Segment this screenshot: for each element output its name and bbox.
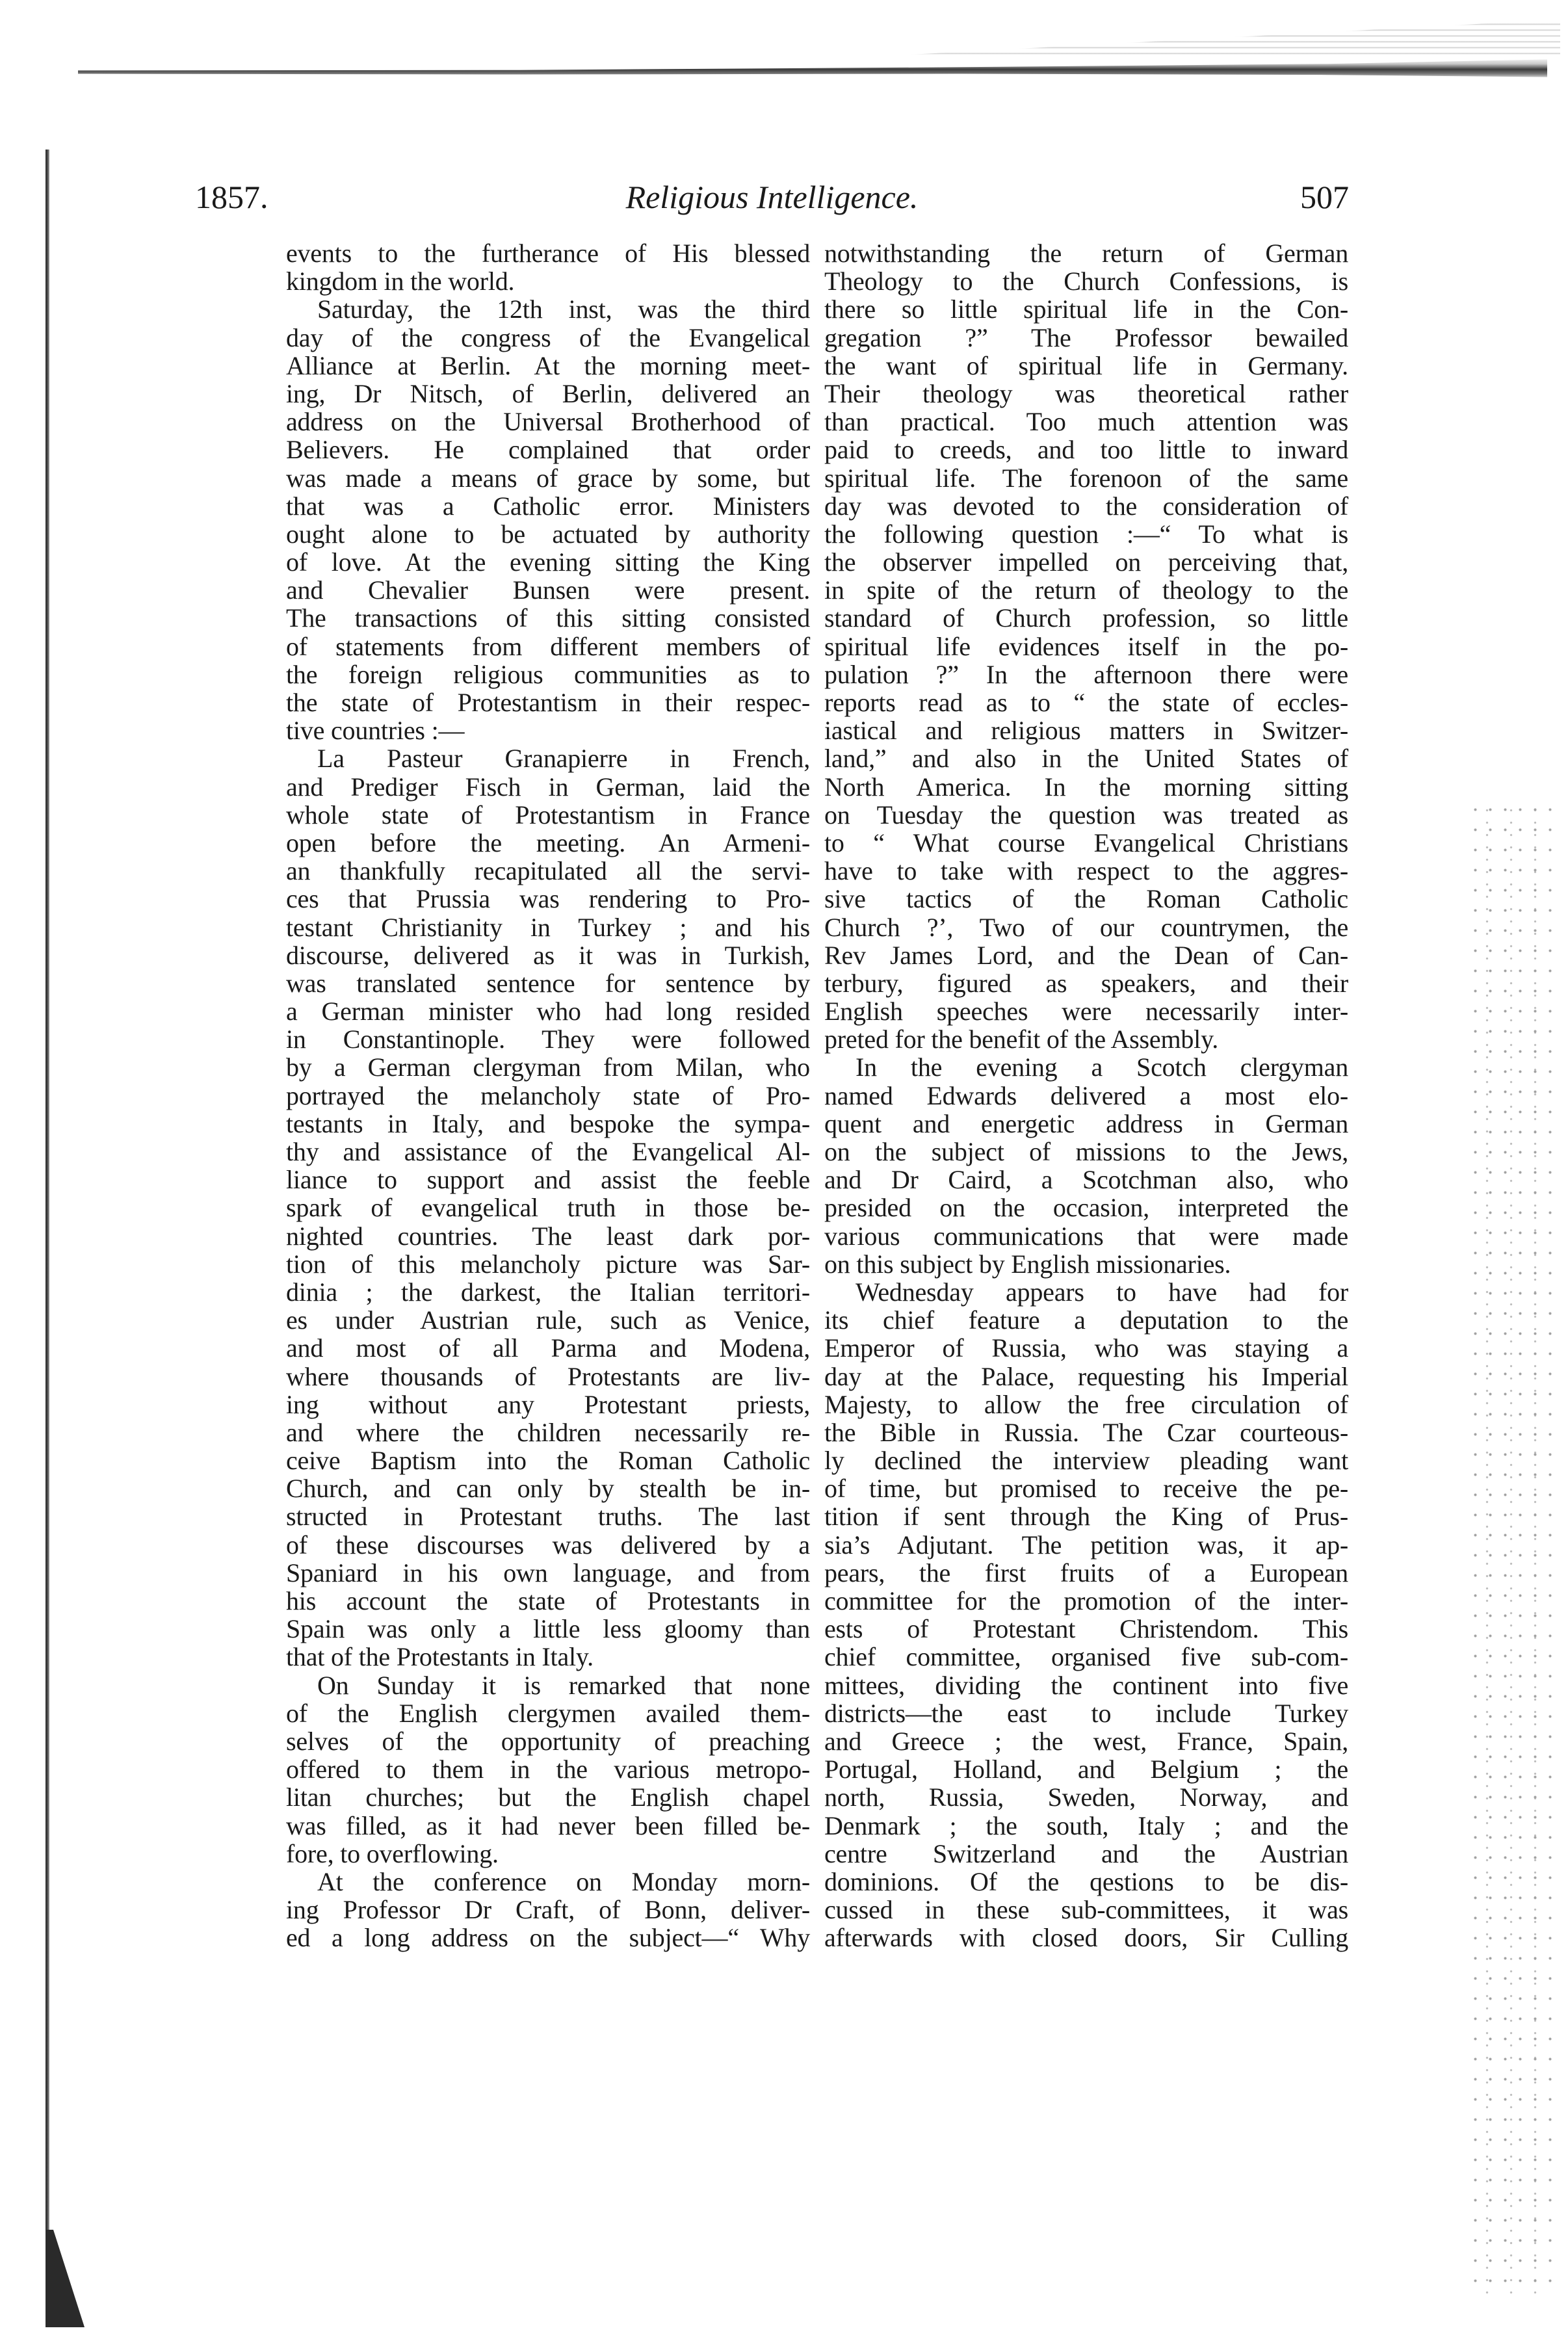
text-line: presided on the occasion, interpreted the xyxy=(824,1193,1348,1223)
text-line: and where the children necessarily re- xyxy=(286,1417,810,1447)
text-line: whole state of Protestantism in France xyxy=(286,800,810,829)
text-line: selves of the opportunity of preaching xyxy=(286,1726,810,1756)
text-line: Spain was only a little less gloomy than xyxy=(286,1614,810,1644)
text-line: in spite of the return of theology to the xyxy=(824,575,1348,605)
text-line: nighted countries. The least dark por- xyxy=(286,1221,810,1251)
text-line: Denmark ; the south, Italy ; and the xyxy=(824,1810,1348,1840)
text-line: spiritual life evidences itself in the po- xyxy=(824,631,1348,661)
text-line: testant Christianity in Turkey ; and his xyxy=(286,912,810,942)
text-line: Their theology was theoretical rather xyxy=(824,378,1348,408)
text-line: spark of evangelical truth in those be- xyxy=(286,1193,810,1223)
text-line: north, Russia, Sweden, Norway, and xyxy=(824,1782,1348,1812)
text-line: sia’s Adjutant. The petition was, it ap- xyxy=(824,1530,1348,1560)
text-line: and Prediger Fisch in German, laid the xyxy=(286,772,810,802)
text-line: in Constantinople. They were followed xyxy=(286,1025,810,1054)
text-line: tive countries :— xyxy=(286,716,465,746)
text-line: Spaniard in his own language, and from xyxy=(286,1558,810,1587)
running-header xyxy=(195,174,1349,220)
text-line: its chief feature a deputation to the xyxy=(824,1305,1348,1335)
text-line: his account the state of Protestants in xyxy=(286,1586,810,1615)
text-line: reports read as to “ the state of eccles- xyxy=(824,688,1348,717)
text-line: standard of Church profession, so little xyxy=(824,603,1348,633)
text-line: Wednesday appears to have had for xyxy=(856,1277,1348,1307)
text-line: mittees, dividing the continent into five xyxy=(824,1670,1348,1700)
text-line: In the evening a Scotch clergyman xyxy=(856,1052,1348,1082)
text-line: ces that Prussia was rendering to Pro- xyxy=(286,884,810,914)
page-number: 507 xyxy=(1300,179,1349,215)
text-line: liance to support and assist the feeble xyxy=(286,1165,810,1195)
text-column-right xyxy=(824,239,1348,1952)
text-line: Saturday, the 12th inst, was the third xyxy=(317,294,810,324)
text-line: notwithstanding the return of German xyxy=(824,239,1348,268)
text-line: was translated sentence for sentence by xyxy=(286,968,810,998)
scan-speckle-right-margin xyxy=(1468,800,1552,2295)
text-line: day at the Palace, requesting his Imperial xyxy=(824,1361,1348,1391)
text-line: to “ What course Evangelical Christians xyxy=(824,828,1348,857)
text-line: where thousands of Protestants are liv- xyxy=(286,1361,810,1391)
text-line: chief committee, organised five sub-com- xyxy=(824,1642,1348,1672)
text-line: testants in Italy, and bespoke the sympa- xyxy=(286,1108,810,1138)
page-binding-edge xyxy=(46,150,49,2327)
text-line: kingdom in the world. xyxy=(286,267,515,296)
text-line: districts—the east to include Turkey xyxy=(824,1698,1348,1728)
text-line: paid to creeds, and too little to inward xyxy=(824,435,1348,465)
text-line: Theology to the Church Confessions, is xyxy=(824,267,1348,296)
text-line: ing without any Protestant priests, xyxy=(286,1389,810,1419)
text-line: Alliance at Berlin. At the morning meet- xyxy=(286,350,810,380)
text-line: The transactions of this sitting consisted xyxy=(286,603,810,633)
text-line: cussed in these sub-committees, it was xyxy=(824,1895,1348,1925)
text-line: of these discourses was delivered by a xyxy=(286,1530,810,1560)
text-line: of the English clergymen availed them- xyxy=(286,1698,810,1728)
text-line: and most of all Parma and Modena, xyxy=(286,1333,810,1363)
text-line: day of the congress of the Evangelical xyxy=(286,322,810,352)
text-line: have to take with respect to the aggres- xyxy=(824,856,1348,886)
text-line: of time, but promised to receive the pe- xyxy=(824,1474,1348,1504)
text-line: various communications that were made xyxy=(824,1221,1348,1251)
text-column-left xyxy=(286,239,810,1952)
text-line: centre Switzerland and the Austrian xyxy=(824,1838,1348,1868)
text-line: pulation ?” In the afternoon there were xyxy=(824,659,1348,689)
text-line: the foreign religious communities as to xyxy=(286,659,810,689)
text-line: a German minister who had long resided xyxy=(286,997,810,1026)
text-line: North America. In the morning sitting xyxy=(824,772,1348,802)
text-line: litan churches; but the English chapel xyxy=(286,1782,810,1812)
text-line: structed in Protestant truths. The last xyxy=(286,1502,810,1532)
header-year: 1857. xyxy=(195,179,268,215)
text-line: the state of Protestantism in their respec- xyxy=(286,688,810,717)
text-line: committee for the promotion of the inter- xyxy=(824,1586,1348,1615)
text-line: ed a long address on the subject—“ Why xyxy=(286,1923,810,1953)
text-line: on Tuesday the question was treated as xyxy=(824,800,1348,829)
text-line: and Dr Caird, a Scotchman also, who xyxy=(824,1165,1348,1195)
text-line: and Chevalier Bunsen were present. xyxy=(286,575,810,605)
text-line: quent and energetic address in German xyxy=(824,1108,1348,1138)
text-line: spiritual life. The forenoon of the same xyxy=(824,463,1348,493)
text-line: and Greece ; the west, France, Spain, xyxy=(824,1726,1348,1756)
text-line: open before the meeting. An Armeni- xyxy=(286,828,810,857)
text-line: La Pasteur Granapierre in French, xyxy=(317,744,810,774)
text-line: ly declined the interview pleading want xyxy=(824,1446,1348,1476)
text-line: offered to them in the various metropo- xyxy=(286,1755,810,1784)
text-line: ing, Dr Nitsch, of Berlin, delivered an xyxy=(286,378,810,408)
text-line: On Sunday it is remarked that none xyxy=(317,1670,810,1700)
text-line: tion of this melancholy picture was Sar- xyxy=(286,1249,810,1279)
text-line: gregation ?” The Professor bewailed xyxy=(824,322,1348,352)
text-line: thy and assistance of the Evangelical Al- xyxy=(286,1137,810,1166)
text-line: than practical. Too much attention was xyxy=(824,407,1348,437)
text-line: ceive Baptism into the Roman Catholic xyxy=(286,1446,810,1476)
text-line: es under Austrian rule, such as Venice, xyxy=(286,1305,810,1335)
header-title: Religious Intelligence. xyxy=(625,179,919,215)
text-line: by a German clergyman from Milan, who xyxy=(286,1052,810,1082)
text-line: Rev James Lord, and the Dean of Can- xyxy=(824,940,1348,970)
text-line: portrayed the melancholy state of Pro- xyxy=(286,1080,810,1110)
text-line: English speeches were necessarily inter- xyxy=(824,997,1348,1026)
text-line: Majesty, to allow the free circulation of xyxy=(824,1389,1348,1419)
text-line: Church ?’, Two of our countrymen, the xyxy=(824,912,1348,942)
text-line: Church, and can only by stealth be in- xyxy=(286,1474,810,1504)
text-line: on this subject by English missionaries. xyxy=(824,1249,1231,1279)
text-line: was made a means of grace by some, but xyxy=(286,463,810,493)
text-line: there so little spiritual life in the Con- xyxy=(824,294,1348,324)
text-line: fore, to overflowing. xyxy=(286,1838,499,1868)
text-line: afterwards with closed doors, Sir Culling xyxy=(824,1923,1348,1953)
text-line: land,” and also in the United States of xyxy=(824,744,1348,774)
text-line: the following question :—“ To what is xyxy=(824,519,1348,549)
text-line: tition if sent through the King of Prus- xyxy=(824,1502,1348,1532)
scan-artifact-top-right xyxy=(910,20,1560,59)
text-line: on the subject of missions to the Jews, xyxy=(824,1137,1348,1166)
text-line: day was devoted to the consideration of xyxy=(824,491,1348,521)
text-line: Believers. He complained that order xyxy=(286,435,810,465)
text-line: was filled, as it had never been filled be- xyxy=(286,1810,810,1840)
text-line: terbury, figured as speakers, and their xyxy=(824,968,1348,998)
scan-artifact-top-band xyxy=(78,57,1547,79)
text-line: discourse, delivered as it was in Turkish, xyxy=(286,940,810,970)
text-line: iastical and religious matters in Switzer- xyxy=(824,716,1348,746)
text-line: ests of Protestant Christendom. This xyxy=(824,1614,1348,1644)
text-line: ing Professor Dr Craft, of Bonn, deliver- xyxy=(286,1895,810,1925)
text-line: ought alone to be actuated by authority xyxy=(286,519,810,549)
text-line: that was a Catholic error. Ministers xyxy=(286,491,810,521)
text-line: an thankfully recapitulated all the servi- xyxy=(286,856,810,886)
page-binding-edge-bottom xyxy=(46,2230,85,2327)
text-line: the want of spiritual life in Germany. xyxy=(824,350,1348,380)
text-line: dominions. Of the qestions to be dis- xyxy=(824,1866,1348,1896)
text-line: preted for the benefit of the Assembly. xyxy=(824,1025,1219,1054)
text-line: pears, the first fruits of a European xyxy=(824,1558,1348,1587)
text-line: events to the furtherance of His blessed xyxy=(286,239,810,268)
text-line: sive tactics of the Roman Catholic xyxy=(824,884,1348,914)
text-line: of love. At the evening sitting the King xyxy=(286,547,810,577)
text-line: that of the Protestants in Italy. xyxy=(286,1642,594,1672)
text-line: named Edwards delivered a most elo- xyxy=(824,1080,1348,1110)
text-line: the observer impelled on perceiving that, xyxy=(824,547,1348,577)
text-line: At the conference on Monday morn- xyxy=(317,1866,810,1896)
text-line: of statements from different members of xyxy=(286,631,810,661)
text-line: dinia ; the darkest, the Italian territori- xyxy=(286,1277,810,1307)
text-line: Portugal, Holland, and Belgium ; the xyxy=(824,1755,1348,1784)
text-line: Emperor of Russia, who was staying a xyxy=(824,1333,1348,1363)
text-line: address on the Universal Brotherhood of xyxy=(286,407,810,437)
text-line: the Bible in Russia. The Czar courteous- xyxy=(824,1417,1348,1447)
